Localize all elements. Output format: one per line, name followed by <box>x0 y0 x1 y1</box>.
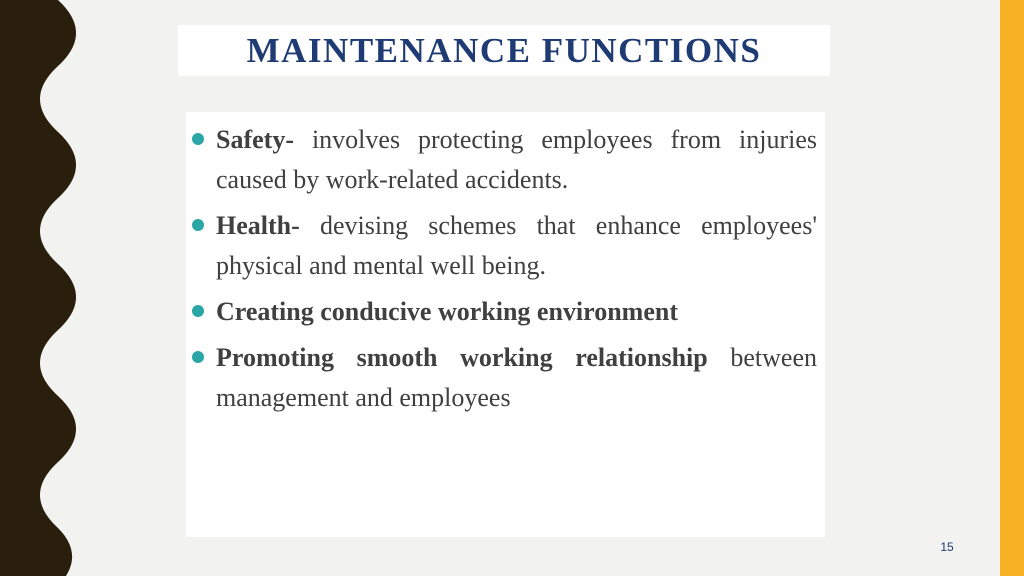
bullet-dot-icon <box>192 133 204 145</box>
bullet-lead: Creating conducive working environment <box>216 297 678 326</box>
content-box <box>186 112 825 537</box>
bullet-text: devising schemes that enhance employees' physical and mental well being. <box>216 211 818 280</box>
bullet-lead: Promoting smooth working relationship <box>216 343 708 372</box>
slide-title: MAINTENANCE FUNCTIONS <box>246 30 762 70</box>
page-number: 15 <box>940 540 954 554</box>
bullet-dot-icon <box>192 219 204 231</box>
title-box <box>178 25 830 76</box>
bullet-item-relationship <box>216 338 817 418</box>
bullet-dot-icon <box>192 305 204 317</box>
right-accent-bar <box>1000 0 1024 576</box>
bullet-list <box>186 112 825 418</box>
bullet-text: involves protecting employees from injuries caused by work-related accidents. <box>216 125 818 194</box>
bullet-lead: Safety- <box>216 125 294 154</box>
bullet-item-safety <box>216 120 817 200</box>
bullet-item-environment <box>216 292 817 332</box>
bullet-text: between management and employees <box>216 343 817 412</box>
wavy-left-border <box>0 0 80 576</box>
bullet-item-health <box>216 206 817 286</box>
bullet-dot-icon <box>192 351 204 363</box>
bullet-lead: Health- <box>216 211 300 240</box>
